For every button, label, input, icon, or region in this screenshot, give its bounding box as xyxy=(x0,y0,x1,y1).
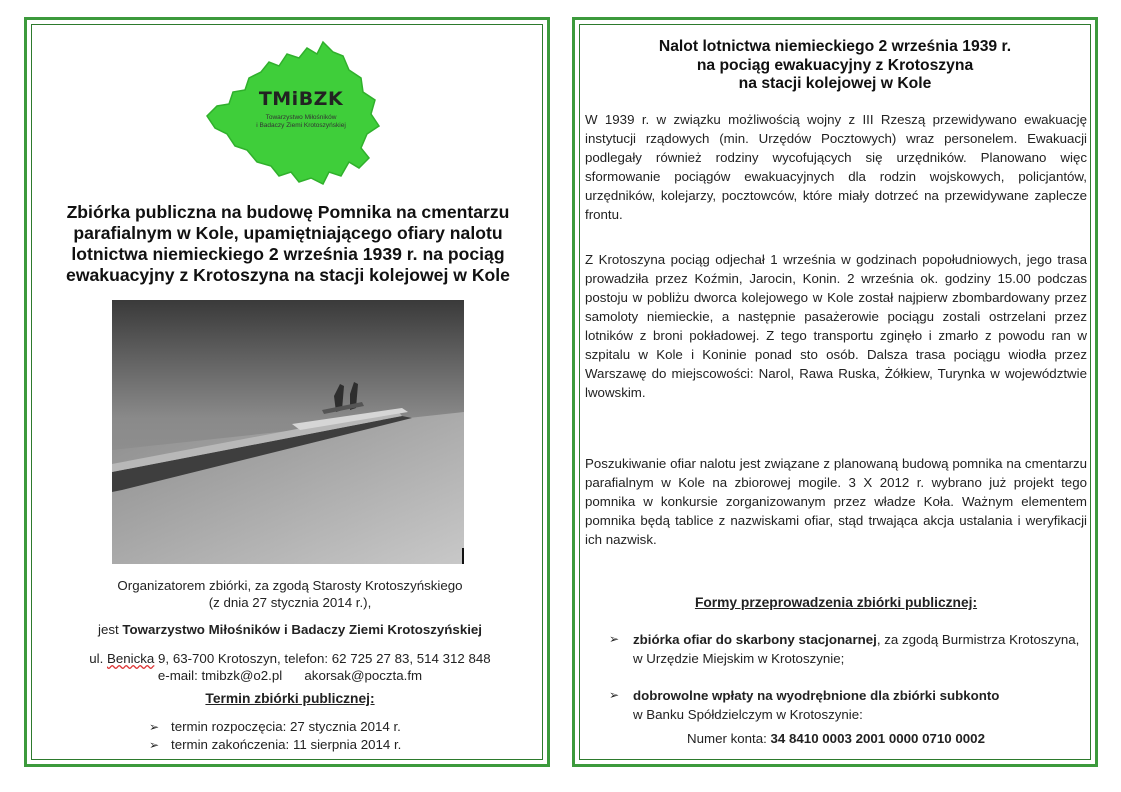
logo-subtitle-line2: i Badaczy Ziemi Krotoszyńskiej xyxy=(256,121,346,129)
address-prefix: ul. xyxy=(89,651,104,666)
account-line xyxy=(585,731,1087,746)
form-bullet-2-text xyxy=(633,686,1089,724)
termin-end: termin zakończenia: 11 sierpnia 2014 r. xyxy=(171,737,402,752)
logo-subtitle xyxy=(252,114,350,129)
form-bullet-1-rest: , za zgodą Burmistrza Krotoszyna, w Urzędzie Miejskim w Krotoszynie; xyxy=(633,632,1080,666)
arrow-bullet-icon: ➢ xyxy=(149,720,160,734)
organizer-line2: (z dnia 27 stycznia 2014 r.), xyxy=(208,595,372,610)
termin-end-row xyxy=(149,736,401,754)
right-flyer-panel xyxy=(572,17,1098,767)
collection-headline: Zbiórka publiczna na budowę Pomnika na cmentarzu parafialnym w Kole, upamiętniającego ofiary nalotu lotnictwa niemieckiego 2 września 1939 r. na pociąg ewakuacyjny z Krotoszyna na stacji kolejowej w Kole xyxy=(66,202,510,285)
form-bullet-1-text xyxy=(633,630,1089,668)
form-bullet-2-rest: w Banku Spółdzielczym w Krotoszynie: xyxy=(633,707,863,722)
article-title xyxy=(585,38,1085,94)
email-line: e-mail: tmibzk@o2.pl akorsak@poczta.fm xyxy=(157,668,423,683)
paragraph-2: Z Krotoszyna pociąg odjechał 1 września w godzinach popołudniowych, jego trasa prowadziła przez Koźmin, Jarocin, Konin. 2 września ok. godziny 15.00 podczas postoju w pobliżu dworca kolejowego w Kole został najpierw zbombardowany przez samoloty niemieckie, a następnie pasażerowie pociągu zostali ostrzelani przez lotników z broni pokładowej. Z tego transportu zginęło i zmarło z powodu ran w szpitalu w Kole i Koninie ponad sto osób. Dalsza trasa pociągu wiodła przez Warszawę do miejscowości: Narol, Rawa Ruska, Żółkiew, Turynka w województwie lwowskim. xyxy=(585,252,1087,400)
logo-subtitle-line1: Towarzystwo Miłośników xyxy=(265,114,337,121)
address-street: Benicka xyxy=(107,651,155,666)
form-bullet-1 xyxy=(609,630,1089,668)
organizer-name: Towarzystwo Miłośników i Badaczy Ziemi Krotoszyńskiej xyxy=(122,622,482,637)
arrow-bullet-icon: ➢ xyxy=(609,632,620,646)
account-number: 34 8410 0003 2001 0000 0710 0002 xyxy=(770,731,985,746)
termin-list xyxy=(149,718,401,754)
paragraph-3: Poszukiwanie ofiar nalotu jest związane z planowaną budową pomnika na cmentarzu parafialnym w Kole na zbiorowej mogile. 3 X 2012 r. wybrano już projekt tego pomnika w konkursie zorganizowanym przez władze Koła. Ważnym elementem pomnika będą tablice z nazwiskami ofiar, stąd trwająca akcja ustalania i weryfikacji ich nazwisk. xyxy=(585,456,1087,547)
form-bullet-2 xyxy=(609,686,1089,724)
termin-start-row xyxy=(149,718,401,736)
organizer-line1: Organizatorem zbiórki, za zgodą Starosty Krotoszyńskiego xyxy=(117,578,463,593)
monument-render-icon xyxy=(112,300,464,564)
termin-start: termin rozpoczęcia: 27 stycznia 2014 r. xyxy=(171,719,401,734)
form-bullet-2-bold: dobrowolne wpłaty na wyodrębnione dla zbiórki subkonto xyxy=(633,688,1000,703)
form-bullet-1-bold: zbiórka ofiar do skarbony stacjonarnej xyxy=(633,632,877,647)
logo-title: TMiBZK xyxy=(258,88,344,110)
address-line xyxy=(37,651,543,667)
arrow-bullet-icon: ➢ xyxy=(609,688,620,702)
article-title-line2: na pociąg ewakuacyjny z Krotoszyna xyxy=(696,56,974,74)
address-rest: 9, 63-700 Krotoszyn, telefon: 62 725 27 83, 514 312 848 xyxy=(158,651,491,666)
organizer-line3 xyxy=(37,622,543,638)
article-title-line1: Nalot lotnictwa niemieckiego 2 września 1939 r. xyxy=(658,38,1012,55)
arrow-bullet-icon: ➢ xyxy=(149,738,160,752)
organizer-prefix: jest xyxy=(98,622,119,637)
forms-title: Formy przeprowadzenia zbiórki publicznej: xyxy=(694,595,978,610)
monument-render-image xyxy=(112,300,464,564)
paragraph-1: W 1939 r. w związku możliwością wojny z III Rzeszą przewidywano ewakuację instytucji rządowych (min. Urzędów Pocztowych) wraz personelem. Ewakuacji podlegały również rodziny wycofujących się urzędników. Planowano więc sformowanie pociągów ewakuacyjnych dla rodzin wojskowych, policjantów, urzędników, kolejarzy, pocztowców, które miały dotrzeć na przewidywane zaplecze frontu. xyxy=(585,112,1087,222)
left-flyer-panel xyxy=(24,17,550,767)
termin-title: Termin zbiórki publicznej: xyxy=(205,691,375,706)
tmibzk-logo xyxy=(199,34,389,194)
account-label: Numer konta: xyxy=(687,731,767,746)
article-title-line3: na stacji kolejowej w Kole xyxy=(738,75,932,92)
